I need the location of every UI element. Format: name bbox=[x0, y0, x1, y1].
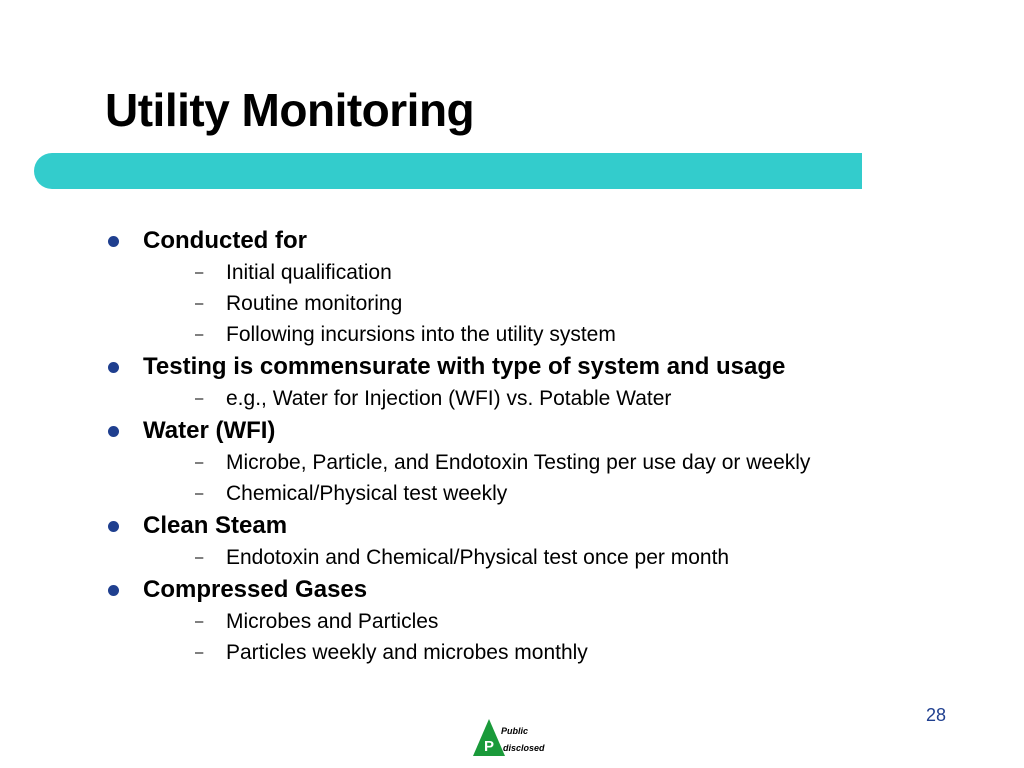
sub-bullet-text: Routine monitoring bbox=[226, 292, 403, 315]
logo-letter: P bbox=[484, 738, 495, 755]
dash-icon: – bbox=[195, 613, 204, 630]
sub-bullet-list bbox=[143, 257, 985, 350]
bullet-item bbox=[105, 350, 985, 414]
dash-icon: – bbox=[195, 644, 204, 661]
sub-bullet-item bbox=[143, 478, 985, 509]
dash-icon: – bbox=[195, 390, 204, 407]
sub-bullet-list bbox=[143, 606, 985, 668]
bullet-text: Clean Steam bbox=[143, 512, 288, 539]
logo-word-bottom: disclosed bbox=[503, 743, 545, 753]
bullet-item bbox=[105, 573, 985, 668]
dash-icon: – bbox=[195, 454, 204, 471]
title-accent-bar bbox=[34, 153, 862, 189]
slide-title: Utility Monitoring bbox=[105, 84, 475, 136]
public-disclosed-logo bbox=[472, 717, 554, 757]
page-number: 28 bbox=[925, 705, 946, 725]
sub-bullet-item bbox=[143, 637, 985, 668]
bullet-dot-icon bbox=[108, 236, 119, 247]
sub-bullet-text: Initial qualification bbox=[226, 261, 392, 284]
bullet-dot-icon bbox=[108, 426, 119, 437]
logo-word-top: Public bbox=[501, 726, 529, 736]
dash-icon: – bbox=[195, 264, 204, 281]
bullet-item bbox=[105, 414, 985, 509]
sub-bullet-list bbox=[143, 447, 985, 509]
dash-icon: – bbox=[195, 549, 204, 566]
sub-bullet-item bbox=[143, 257, 985, 288]
bullet-dot-icon bbox=[108, 585, 119, 596]
sub-bullet-text: Chemical/Physical test weekly bbox=[226, 482, 508, 505]
dash-icon: – bbox=[195, 295, 204, 312]
bullet-text: Water (WFI) bbox=[143, 417, 276, 444]
sub-bullet-item bbox=[143, 319, 985, 350]
sub-bullet-item bbox=[143, 606, 985, 637]
sub-bullet-text: Endotoxin and Chemical/Physical test once per month bbox=[226, 546, 730, 569]
sub-bullet-item bbox=[143, 447, 985, 478]
dash-icon: – bbox=[195, 485, 204, 502]
bullet-dot-icon bbox=[108, 521, 119, 532]
sub-bullet-text: Microbe, Particle, and Endotoxin Testing per use day or weekly bbox=[226, 451, 811, 474]
sub-bullet-text: Microbes and Particles bbox=[226, 610, 439, 633]
sub-bullet-item bbox=[143, 542, 985, 573]
sub-bullet-item bbox=[143, 383, 985, 414]
sub-bullet-list bbox=[143, 383, 985, 414]
bullet-list bbox=[105, 224, 985, 668]
bullet-item bbox=[105, 224, 985, 350]
sub-bullet-list bbox=[143, 542, 985, 573]
bullet-item bbox=[105, 509, 985, 573]
sub-bullet-text: Following incursions into the utility system bbox=[226, 323, 616, 346]
sub-bullet-text: Particles weekly and microbes monthly bbox=[226, 641, 588, 664]
bullet-text: Testing is commensurate with type of system and usage bbox=[143, 353, 786, 380]
dash-icon: – bbox=[195, 326, 204, 343]
bullet-dot-icon bbox=[108, 362, 119, 373]
bullet-text: Conducted for bbox=[143, 227, 307, 254]
sub-bullet-item bbox=[143, 288, 985, 319]
bullet-text: Compressed Gases bbox=[143, 576, 368, 603]
sub-bullet-text: e.g., Water for Injection (WFI) vs. Potable Water bbox=[226, 387, 672, 410]
